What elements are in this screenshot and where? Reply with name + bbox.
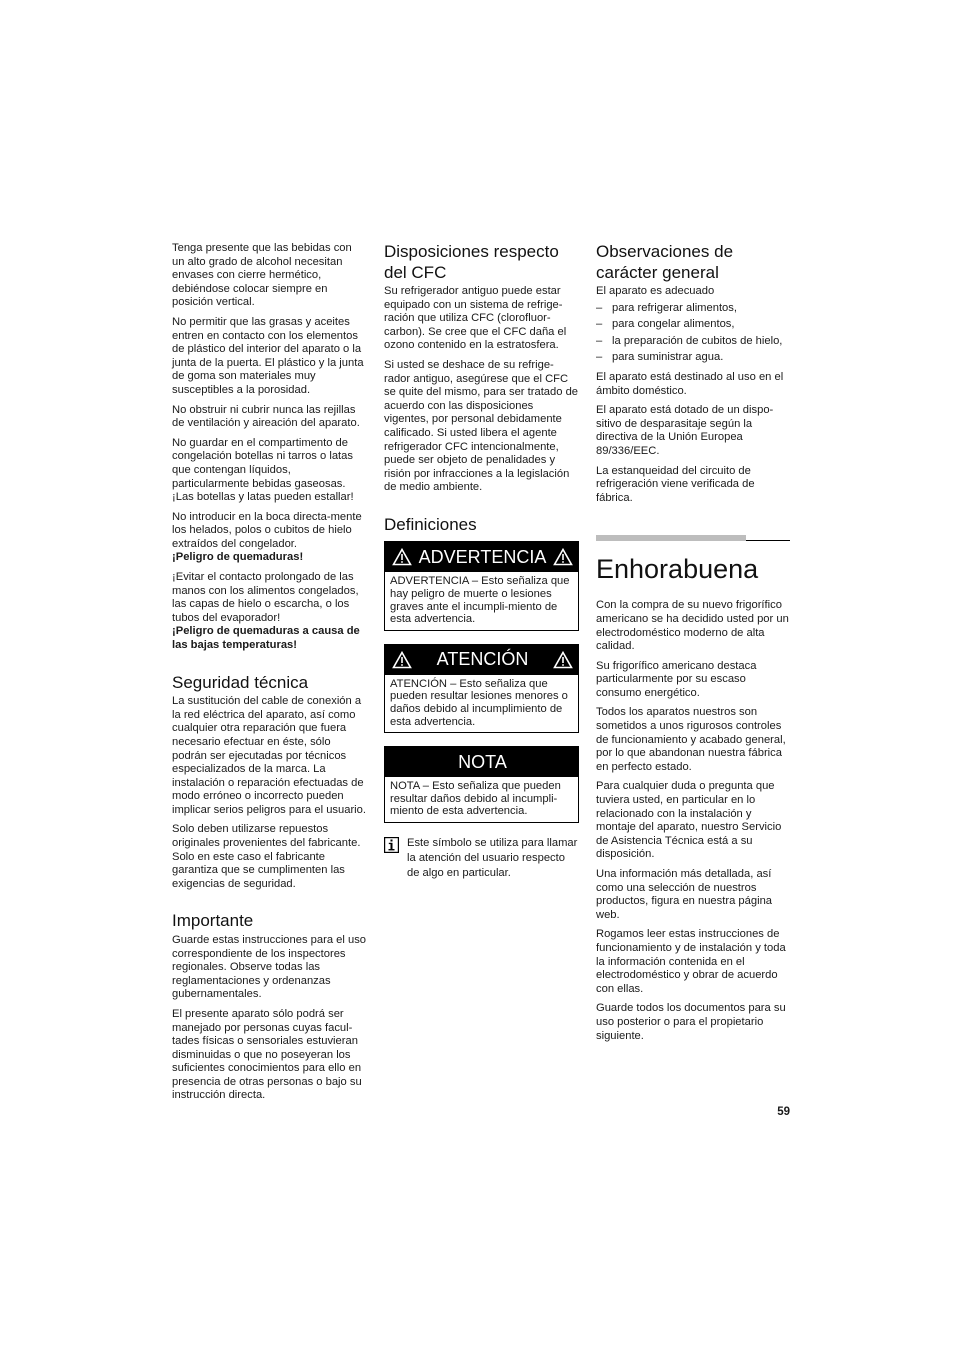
- paragraph: Todos los aparatos nuestros son sometidos a unos rigurosos controles de funcionamiento y acabado general, por lo que abandonan nuestra fábrica en perfecto estado.: [596, 706, 786, 773]
- atencion-label: ATENCIÓN: [436, 649, 529, 670]
- atencion-text: ATENCIÓN – Esto señaliza que pueden resultar lesiones menores o daños debido al incumplimiento de esta advertencia.: [390, 677, 568, 728]
- atencion-header: [385, 645, 578, 675]
- section-title-definiciones: Definiciones: [384, 514, 477, 534]
- list-item: – la preparación de cubitos de hielo,: [596, 335, 790, 349]
- column-1: [172, 242, 367, 1109]
- paragraph: El aparato está destinado al uso en el ámbito doméstico.: [596, 370, 784, 397]
- paragraph: Su frigorífico americano destaca particularmente por su escaso consumo energético.: [596, 659, 757, 699]
- paragraph: Guarde estas instrucciones para el uso correspondiente de los inspectores regionales. Observe todas las reglamentaciones y ordenanzas gubernamentales.: [172, 933, 367, 1001]
- paragraph: Su refrigerador antiguo puede estar equipado con un sistema de refrige-ración que utiliza CFC (clorofluor-carbon). Se cree que el CFC daña el ozono contenido en la estratosfera.: [384, 285, 567, 352]
- info-icon: [384, 837, 399, 853]
- nota-label: NOTA: [458, 751, 507, 772]
- paragraph: No obstruir ni cubrir nunca las rejillas de ventilación y aireación del aparato.: [172, 403, 360, 430]
- warning-triangle-icon: [392, 548, 412, 566]
- warning-triangle-icon: [392, 651, 412, 669]
- paragraph: No introducir en la boca directa-mente los helados, polos o cubitos de hielo extraídos del congelador.: [172, 510, 362, 550]
- paragraph: Para cualquier duda o pregunta que tuviera usted, en particular en lo relacionado con la instalación y montaje del aparato, nuestro Servicio de Asistencia Técnica está a su disposición.: [596, 780, 782, 861]
- info-note: [384, 836, 579, 881]
- info-text: Este símbolo se utiliza para llamar la atención del usuario respecto de algo en particular.: [407, 836, 578, 879]
- paragraph: No guardar en el compartimento de congelación botellas ni tarros o latas que contengan líquidos, particularmente bebidas gaseosas. ¡Las botellas y latas pueden estallar!: [172, 436, 354, 504]
- burn-warning: ¡Peligro de quemaduras!: [172, 551, 304, 564]
- paragraph: ¡Evitar el contacto prolongado de las manos con los alimentos congelados, las capas de hielo o escarcha, o los tubos del evaporador!: [172, 571, 359, 624]
- usage-list: [596, 302, 790, 365]
- paragraph: Si usted se deshace de su refrige-rador antiguo, asegúrese que el CFC se quite del mismo, para ser tratado de acuerdo con las disposiciones vigentes, por personal debidamente calificado. Si usted libera el agente refrigerador CFC intencionalmente, puede ser objeto de penalidades y risión por infracciones a la legislación de medio ambiente.: [384, 358, 579, 494]
- section-title-seguridad: Seguridad técnica: [172, 672, 309, 692]
- paragraph: El aparato está dotado de un dispo-sitivo de desparasitaje según la directiva de la Unión Europea 89/336/EEC.: [596, 404, 774, 457]
- paragraph: Tenga presente que las bebidas con un alto grado de alcohol necesitan envases con cierre hermético, debiéndose colocar siempre en posición vertical.: [172, 242, 352, 309]
- nota-text: NOTA – Esto señaliza que pueden resultar daños debido al incumpli-miento de esta advertencia.: [390, 780, 561, 818]
- advertencia-text: ADVERTENCIA – Esto señaliza que hay peligro de muerte o lesiones graves ante el incumpli-miento de esta advertencia.: [390, 575, 570, 626]
- column-2: [384, 242, 579, 881]
- paragraph: El aparato es adecuado: [596, 285, 715, 297]
- list-item: – para suministrar agua.: [596, 351, 790, 365]
- paragraph: El presente aparato sólo podrá ser manejado por personas cuyas facul-tades físicas o sensoriales estuvieran disminuidas o que no poseyeran los suficientes conocimientos para ello en presencia de otras personas o bajo su instrucción directa.: [172, 1007, 362, 1102]
- burn-temperature-warning: ¡Peligro de quemaduras a causa de las bajas temperaturas!: [172, 625, 360, 652]
- nota-header: [385, 747, 578, 777]
- nota-box: [384, 746, 579, 823]
- paragraph: No permitir que las grasas y aceites entren en contacto con los elementos de plástico del interior del aparato o la junta de la puerta. El plástico y la junta de goma son materiales muy susceptibles a la porosidad.: [172, 315, 364, 396]
- list-item: – para refrigerar alimentos,: [596, 302, 790, 316]
- paragraph: Con la compra de su nuevo frigorífico americano se ha decidido usted por un electrodoméstico moderno de alta calidad.: [596, 599, 789, 653]
- paragraph: La estanqueidad del circuito de refrigeración viene verificada de fábrica.: [596, 464, 755, 504]
- section-title-enhorabuena: Enhorabuena: [596, 554, 759, 585]
- warning-triangle-icon: [553, 548, 573, 566]
- section-title-observaciones: Observaciones de carácter general: [596, 242, 734, 282]
- paragraph: Guarde todos los documentos para su uso posterior o para el propietario siguiente.: [596, 1002, 786, 1042]
- advertencia-box: [384, 541, 579, 630]
- warning-triangle-icon: [553, 651, 573, 669]
- paragraph: Una información más detallada, así como una selección de nuestros productos, figura en nuestra página web.: [596, 868, 773, 921]
- list-item: – para congelar alimentos,: [596, 318, 790, 332]
- section-divider: [596, 533, 790, 541]
- atencion-box: [384, 644, 579, 733]
- section-title-cfc: Disposiciones respecto del CFC: [384, 242, 559, 282]
- section-title-importante: Importante: [172, 911, 254, 931]
- column-3: [596, 242, 790, 1049]
- advertencia-header: [385, 542, 578, 572]
- advertencia-label: ADVERTENCIA: [418, 546, 547, 567]
- paragraph: La sustitución del cable de conexión a la red eléctrica del aparato, así como cualquier otra reparación que fuera necesario efectuar en éste, sólo podrán ser ejecutadas por técnicos especializados de la marca. La instalación o reparación efectuadas de modo erróneo o incorrecto pueden implicar serios peligros para el usuario.: [172, 695, 367, 816]
- page-number: 59: [777, 1106, 790, 1118]
- paragraph: Solo deben utilizarse repuestos originales provenientes del fabricante. Solo en este caso el fabricante garantiza que se cumplimenten las exigencias de seguridad.: [172, 823, 361, 890]
- paragraph: Rogamos leer estas instrucciones de funcionamiento y de instalación y toda la información contenida en el electrodoméstico y obrar de acuerdo con ellas.: [596, 928, 786, 995]
